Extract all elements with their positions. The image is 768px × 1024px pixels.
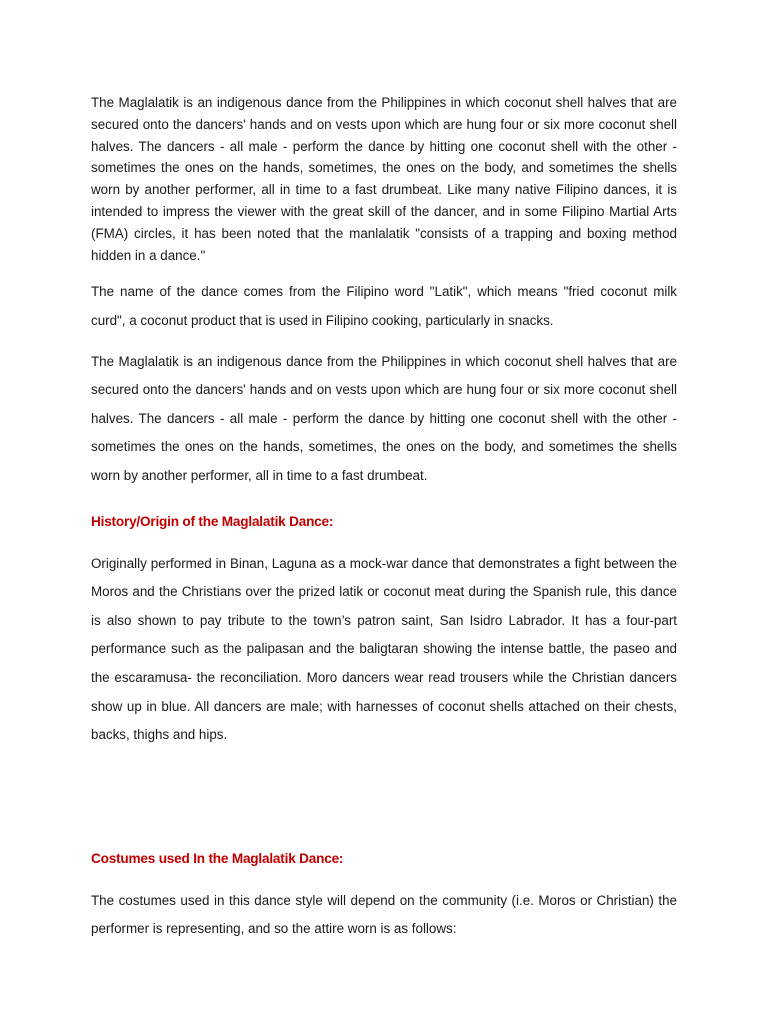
intro-paragraph: The Maglalatik is an indigenous dance from the Philippines in which coconut shell halves that are secured onto the dancers' hands and on vests upon which are hung four or six more coconut shell halves. The dancers - all male - perform the dance by hitting one coconut shell with the other - sometimes the ones on the hands, sometimes, the ones on the body, and sometimes the shells worn by another performer, all in time to a fast drumbeat. Like many native Filipino dances, it is intended to impress the viewer with the great skill of the dancer, and in some Filipino Martial Arts (FMA) circles, it has been noted that the manlalatik "consists of a trapping and boxing method hidden in a dance." [91, 95, 677, 263]
repeated-intro-paragraph: The Maglalatik is an indigenous dance from the Philippines in which coconut shell halves that are secured onto the dancers' hands and on vests upon which are hung four or six more coconut shell halves. The dancers - all male - perform the dance by hitting one coconut shell with the other - sometimes the ones on the hands, sometimes, the ones on the body, and sometimes the shells worn by another performer, all in time to a fast drumbeat. [91, 353, 677, 483]
costumes-heading: Costumes used In the Maglalatik Dance: [91, 850, 344, 866]
name-origin-paragraph: The name of the dance comes from the Filipino word "Latik", which means "fried coconut milk curd", a coconut product that is used in Filipino cooking, particularly in snacks. [91, 284, 677, 328]
history-heading: History/Origin of the Maglalatik Dance: [91, 513, 334, 529]
history-paragraph: Originally performed in Binan, Laguna as a mock-war dance that demonstrates a fight between the Moros and the Christians over the prized latik or coconut meat during the Spanish rule, this dance is also shown to pay tribute to the town’s patron saint, San Isidro Labrador. It has a four-part performance such as the palipasan and the baligtaran showing the intense battle, the paseo and the escaramusa- the reconciliation. Moro dancers wear read trousers while the Christian dancers show up in blue. All dancers are male; with harnesses of coconut shells attached on their chests, backs, thighs and hips. [91, 555, 677, 743]
document-page [91, 92, 677, 944]
costumes-paragraph: The costumes used in this dance style will depend on the community (i.e. Moros or Christian) the performer is representing, and so the attire worn is as follows: [91, 892, 677, 937]
